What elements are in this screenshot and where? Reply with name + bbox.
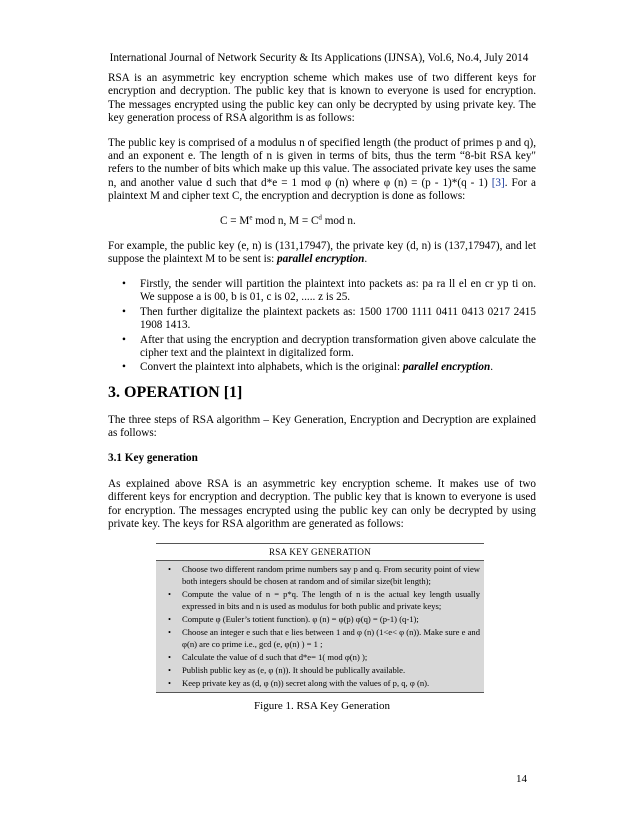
list-item: • After that using the encryption and decryption transformation given above calculate the cipher text and the plaintext in digitalized form. — [122, 333, 536, 359]
list-item: • Then further digitalize the plaintext packets as: 1500 1700 1111 0411 0413 0217 2415 1908 1413. — [122, 305, 536, 332]
paragraph-key-generation: As explained above RSA is an asymmetric key encryption scheme. It makes use of two different keys for encryption and decryption. The public key that is known to everyone is used for encryption. The messages encrypted using the public key can only be decrypted by using private key. The keys for RSA algorithm are generated as follows: — [108, 477, 536, 531]
paragraph-rsa-intro: RSA is an asymmetric key encryption scheme which makes use of two different keys for encryption and decryption. The public key that is known to everyone is used for encryption. The messages encrypted using the public key can only be decrypted by using private key. The key generation process of RSA algorithm is as follows: — [108, 72, 536, 125]
paragraph-example: For example, the public key (e, n) is (131,17947), the private key (d, n) is (137,17947), and let suppose the plaintext M to be sent is: parallel encryption. — [108, 240, 536, 266]
list-item: • Convert the plaintext into alphabets, which is the original: parallel encryption. — [122, 361, 493, 374]
encryption-formula: $C = M^e$ mod n, $M = C^d$ mod n. — [220, 212, 356, 227]
figure-body — [156, 561, 484, 692]
list-item: • Firstly, the sender will partition the plaintext into packets as: pa ra ll el en cr yp ti on. We suppose a is 00, b is 01, c is 02, ..... z is 25. — [122, 277, 536, 304]
page-content — [108, 72, 536, 713]
paragraph-public-key — [108, 137, 536, 204]
figure-caption: Figure 1. RSA Key Generation — [254, 699, 390, 712]
citation-link[interactable]: [3] — [491, 176, 505, 189]
paragraph-public-key-end: . For a plaintext M and cipher text C, the encryption and decryption is done as follows: — [108, 176, 536, 203]
figure-title: RSA KEY GENERATION — [156, 544, 484, 561]
figure-step: • Calculate the value of d such that d*e= 1( mod φ(n) ); — [168, 651, 368, 662]
figure-step: • Choose two different random prime numbers say p and q. From security point of view both integers should be chosen at random and of similar size(bit length); — [168, 563, 480, 586]
figure-step: • Choose an integer e such that e lies between 1 and φ (n) (1<e< φ (n)). Make sure e and φ(n) are co prime i.e., gcd (e, φ(n) ) = 1 ; — [168, 626, 480, 649]
emphasis-parallel-encryption: parallel encryption — [277, 253, 365, 266]
figure-step: • Keep private key as (d, φ (n)) secret along with the values of p, q, φ (n). — [168, 677, 430, 688]
figure-step: • Compute the value of n = p*q. The length of n is the actual key length usually expressed in bits and n is used as modulus for both public and private keys; — [168, 588, 480, 611]
figure-step: • Compute φ (Euler’s totient function). φ (n) = φ(p) φ(q) = (p-1) (q-1); — [168, 613, 419, 624]
paragraph-three-steps: The three steps of RSA algorithm – Key Generation, Encryption and Decryption are explained as follows: — [108, 413, 536, 440]
figure-step: • Publish public key as (e, φ (n)). It should be publically available. — [168, 664, 406, 675]
subsection-title: 3.1 Key generation — [108, 451, 198, 464]
section-title: 3. OPERATION [1] — [108, 383, 243, 401]
example-steps-list — [108, 278, 536, 375]
journal-header: International Journal of Network Security & Its Applications (IJNSA), Vol.6, No.4, July 2014 — [109, 52, 529, 64]
page-number: 14 — [516, 773, 527, 785]
paragraph-public-key-text: The public key is comprised of a modulus n of specified length (the product of primes p and q), and an exponent e. The length of n is given in terms of bits, thus the term “8-bit RSA key" refers to the number of bits which make up this value. The associated private key uses the same n, and another value d such that d*e = 1 mod φ (n) where φ (n) = (p - 1)*(q - 1) — [108, 136, 536, 189]
rsa-key-generation-figure — [156, 543, 484, 693]
